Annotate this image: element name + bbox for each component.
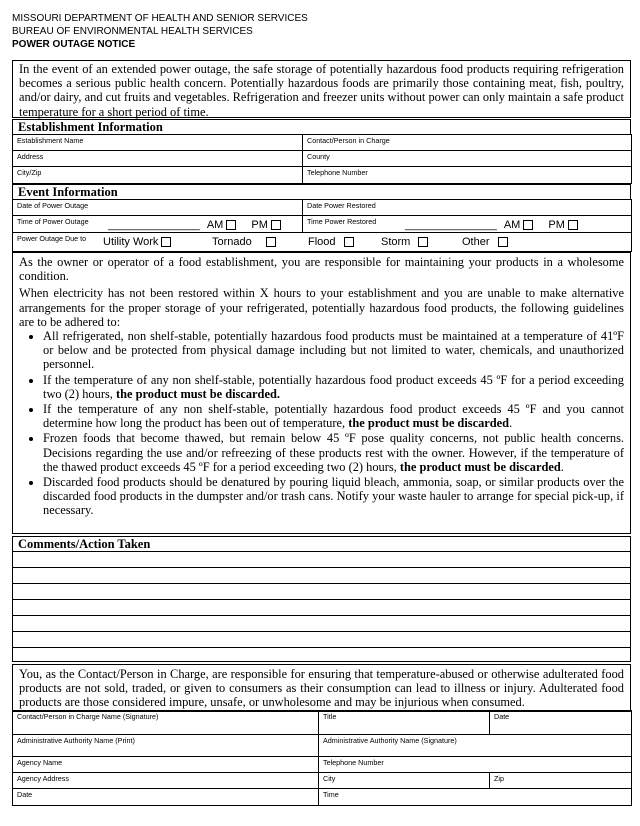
time-restored-label: Time Power Restored	[307, 217, 377, 226]
header-bureau: BUREAU OF ENVIRONMENTAL HEALTH SERVICES	[12, 26, 253, 37]
cause-other-label: Other	[462, 236, 490, 248]
other-checkbox[interactable]	[498, 237, 508, 247]
comment-line	[12, 615, 631, 616]
utility-work-checkbox[interactable]	[161, 237, 171, 247]
date2-field[interactable]	[13, 789, 319, 806]
tornado-checkbox[interactable]	[266, 237, 276, 247]
agency-name-field[interactable]	[13, 757, 319, 773]
guidelines-box	[12, 252, 631, 534]
comment-line	[12, 567, 631, 568]
cause-tornado	[212, 236, 276, 248]
time-restored-inputs	[405, 219, 578, 231]
pm-checkbox-restored[interactable]	[568, 220, 578, 230]
agency-name-label: Agency Name	[17, 758, 63, 767]
contact-signature-field[interactable]	[13, 711, 319, 735]
city-label: City	[323, 774, 336, 783]
establishment-section-title: Establishment Information	[12, 119, 631, 134]
time-restored-blank[interactable]: _______________	[405, 219, 497, 231]
flood-checkbox[interactable]	[344, 237, 354, 247]
title-field[interactable]	[319, 711, 490, 735]
pm-label: PM	[251, 219, 268, 231]
cause-tornado-label: Tornado	[212, 236, 252, 248]
storm-checkbox[interactable]	[418, 237, 428, 247]
guideline-text: Discarded food products should be denatured by pouring liquid bleach, ammonia, soap, or similar products over the discarded food products in the dumpster and/or trash cans. Notify your waste hauler to arrange for special pick-up, if necessary.	[43, 475, 624, 518]
time-field[interactable]	[319, 789, 632, 806]
signature-table	[12, 710, 632, 806]
cityzip-field[interactable]	[13, 167, 303, 184]
intro-paragraph: In the event of an extended power outage, the safe storage of potentially hazardous food products requiring refrigeration becomes a serious public health concern. Potentially hazardous foods are primarily those containing meat, fish, poultry, and/or dairy, and cut fruits and vegetables. Refrigeration and freezer units without power can only maintain a safe product temperature for a short period of time.	[12, 60, 631, 118]
guideline-item	[43, 329, 624, 372]
comment-line	[12, 647, 631, 648]
date-restored-label: Date Power Restored	[307, 201, 376, 210]
establishment-name-field[interactable]	[13, 135, 303, 151]
admin-signature-label: Administrative Authority Name (Signature)	[323, 736, 457, 745]
cityzip-label: City/Zip	[17, 168, 42, 177]
time-outage-blank[interactable]: _______________	[108, 219, 200, 231]
date2-label: Date	[17, 790, 33, 799]
guideline-text: If the temperature of any non shelf-stable, potentially hazardous food product exceeds 45 ºF and you cannot determine how long the product has been out of temperature,	[43, 402, 624, 431]
cause-flood	[308, 236, 354, 248]
discard-warning: the product must be discarded.	[115, 386, 280, 401]
am-label-restored: AM	[503, 219, 521, 231]
guideline-item	[43, 431, 624, 474]
comments-title: Comments/Action Taken	[18, 537, 151, 551]
title-label: Title	[323, 712, 337, 721]
cause-utility-label: Utility Work	[103, 236, 159, 248]
time-outage-label: Time of Power Outage	[17, 217, 89, 226]
guideline-period: .	[509, 416, 513, 431]
agency-address-field[interactable]	[13, 773, 319, 789]
phone-label: Telephone Number	[307, 168, 368, 177]
guideline-item	[43, 373, 624, 401]
am-checkbox[interactable]	[226, 220, 236, 230]
guidelines-intro-text: When electricity has not been restored within X hours to your establishment and you are unable to make alternative arrangements for the proper storage of your refrigerated, potentially hazardous food products, the following guidelines are to be adhered to:	[19, 286, 624, 329]
guideline-text: All refrigerated, non shelf-stable, potentially hazardous food products must be maintained at a temperature of 41ºF or below and be protected from physical damage including but not limited to water, chemicals, and unauthorized personnel.	[43, 329, 624, 372]
guideline-text: Frozen foods that become thawed, but remain below 45 ºF pose quality concerns, not public health concerns. Decisions regarding the use and/or refreezing of these products rest with the owner. However, if the temperature of the thawed product exceeds 45 ºF for a period exceeding two (2) hours,	[43, 431, 624, 474]
date-outage-field[interactable]	[13, 200, 303, 216]
guidelines-list	[19, 329, 624, 518]
agency-phone-label: Telephone Number	[323, 758, 384, 767]
cause-storm-label: Storm	[381, 236, 411, 248]
guideline-item	[43, 402, 624, 430]
establishment-table	[12, 134, 632, 184]
comment-line	[12, 583, 631, 584]
header-agency: MISSOURI DEPARTMENT OF HEALTH AND SENIOR SERVICES	[12, 13, 308, 24]
admin-signature-field[interactable]	[319, 735, 632, 757]
outage-cause-label: Power Outage Due to	[17, 234, 87, 243]
date-outage-label: Date of Power Outage	[17, 201, 89, 210]
date-field[interactable]	[490, 711, 632, 735]
discard-warning: the product must be discarded	[399, 459, 561, 474]
time-label: Time	[323, 790, 339, 799]
contact-label: Contact/Person in Charge	[307, 136, 390, 145]
establishment-name-label: Establishment Name	[17, 136, 84, 145]
pm-label-restored: PM	[548, 219, 565, 231]
contact-signature-label: Contact/Person in Charge Name (Signature)	[17, 712, 159, 721]
zip-label: Zip	[494, 774, 504, 783]
phone-field[interactable]	[303, 167, 632, 184]
event-section-title: Event Information	[12, 184, 631, 199]
signoff-statement: You, as the Contact/Person in Charge, are responsible for ensuring that temperature-abused or otherwise adulterated food products are not sold, traded, or given to consumers as their consumption can lead to illness or injury. Adulterated food products are those considered impure, unsafe, or unwholesome and may be injurious when consumed.	[12, 664, 631, 712]
contact-field[interactable]	[303, 135, 632, 151]
guideline-period: .	[560, 459, 564, 474]
comment-line	[12, 599, 631, 600]
am-label: AM	[206, 219, 224, 231]
owner-responsibility-text: As the owner or operator of a food establishment, you are responsible for maintaining your products in a wholesome condition.	[19, 255, 624, 284]
time-outage-inputs	[108, 219, 281, 231]
admin-print-label: Administrative Authority Name (Print)	[17, 736, 135, 745]
discard-warning: the product must be discarded	[348, 416, 510, 431]
cause-flood-label: Flood	[308, 236, 336, 248]
comment-line	[12, 631, 631, 632]
date-restored-field[interactable]	[303, 200, 632, 216]
county-field[interactable]	[303, 151, 632, 167]
address-label: Address	[17, 152, 44, 161]
address-field[interactable]	[13, 151, 303, 167]
am-checkbox-restored[interactable]	[523, 220, 533, 230]
date-label: Date	[494, 712, 510, 721]
cause-storm	[381, 236, 428, 248]
cause-other	[462, 236, 508, 248]
zip-field[interactable]	[490, 773, 632, 789]
agency-address-label: Agency Address	[17, 774, 69, 783]
comment-line	[12, 551, 631, 552]
agency-phone-field[interactable]	[319, 757, 632, 773]
pm-checkbox[interactable]	[271, 220, 281, 230]
cause-utility	[103, 236, 171, 248]
admin-print-field[interactable]	[13, 735, 319, 757]
guideline-item	[43, 475, 624, 518]
city-field[interactable]	[319, 773, 490, 789]
county-label: County	[307, 152, 330, 161]
guideline-text: If the temperature of any non shelf-stable, potentially hazardous food product exceeds 45 ºF for a period exceeding two (2) hours,	[43, 372, 624, 401]
form-title: POWER OUTAGE NOTICE	[12, 39, 136, 50]
